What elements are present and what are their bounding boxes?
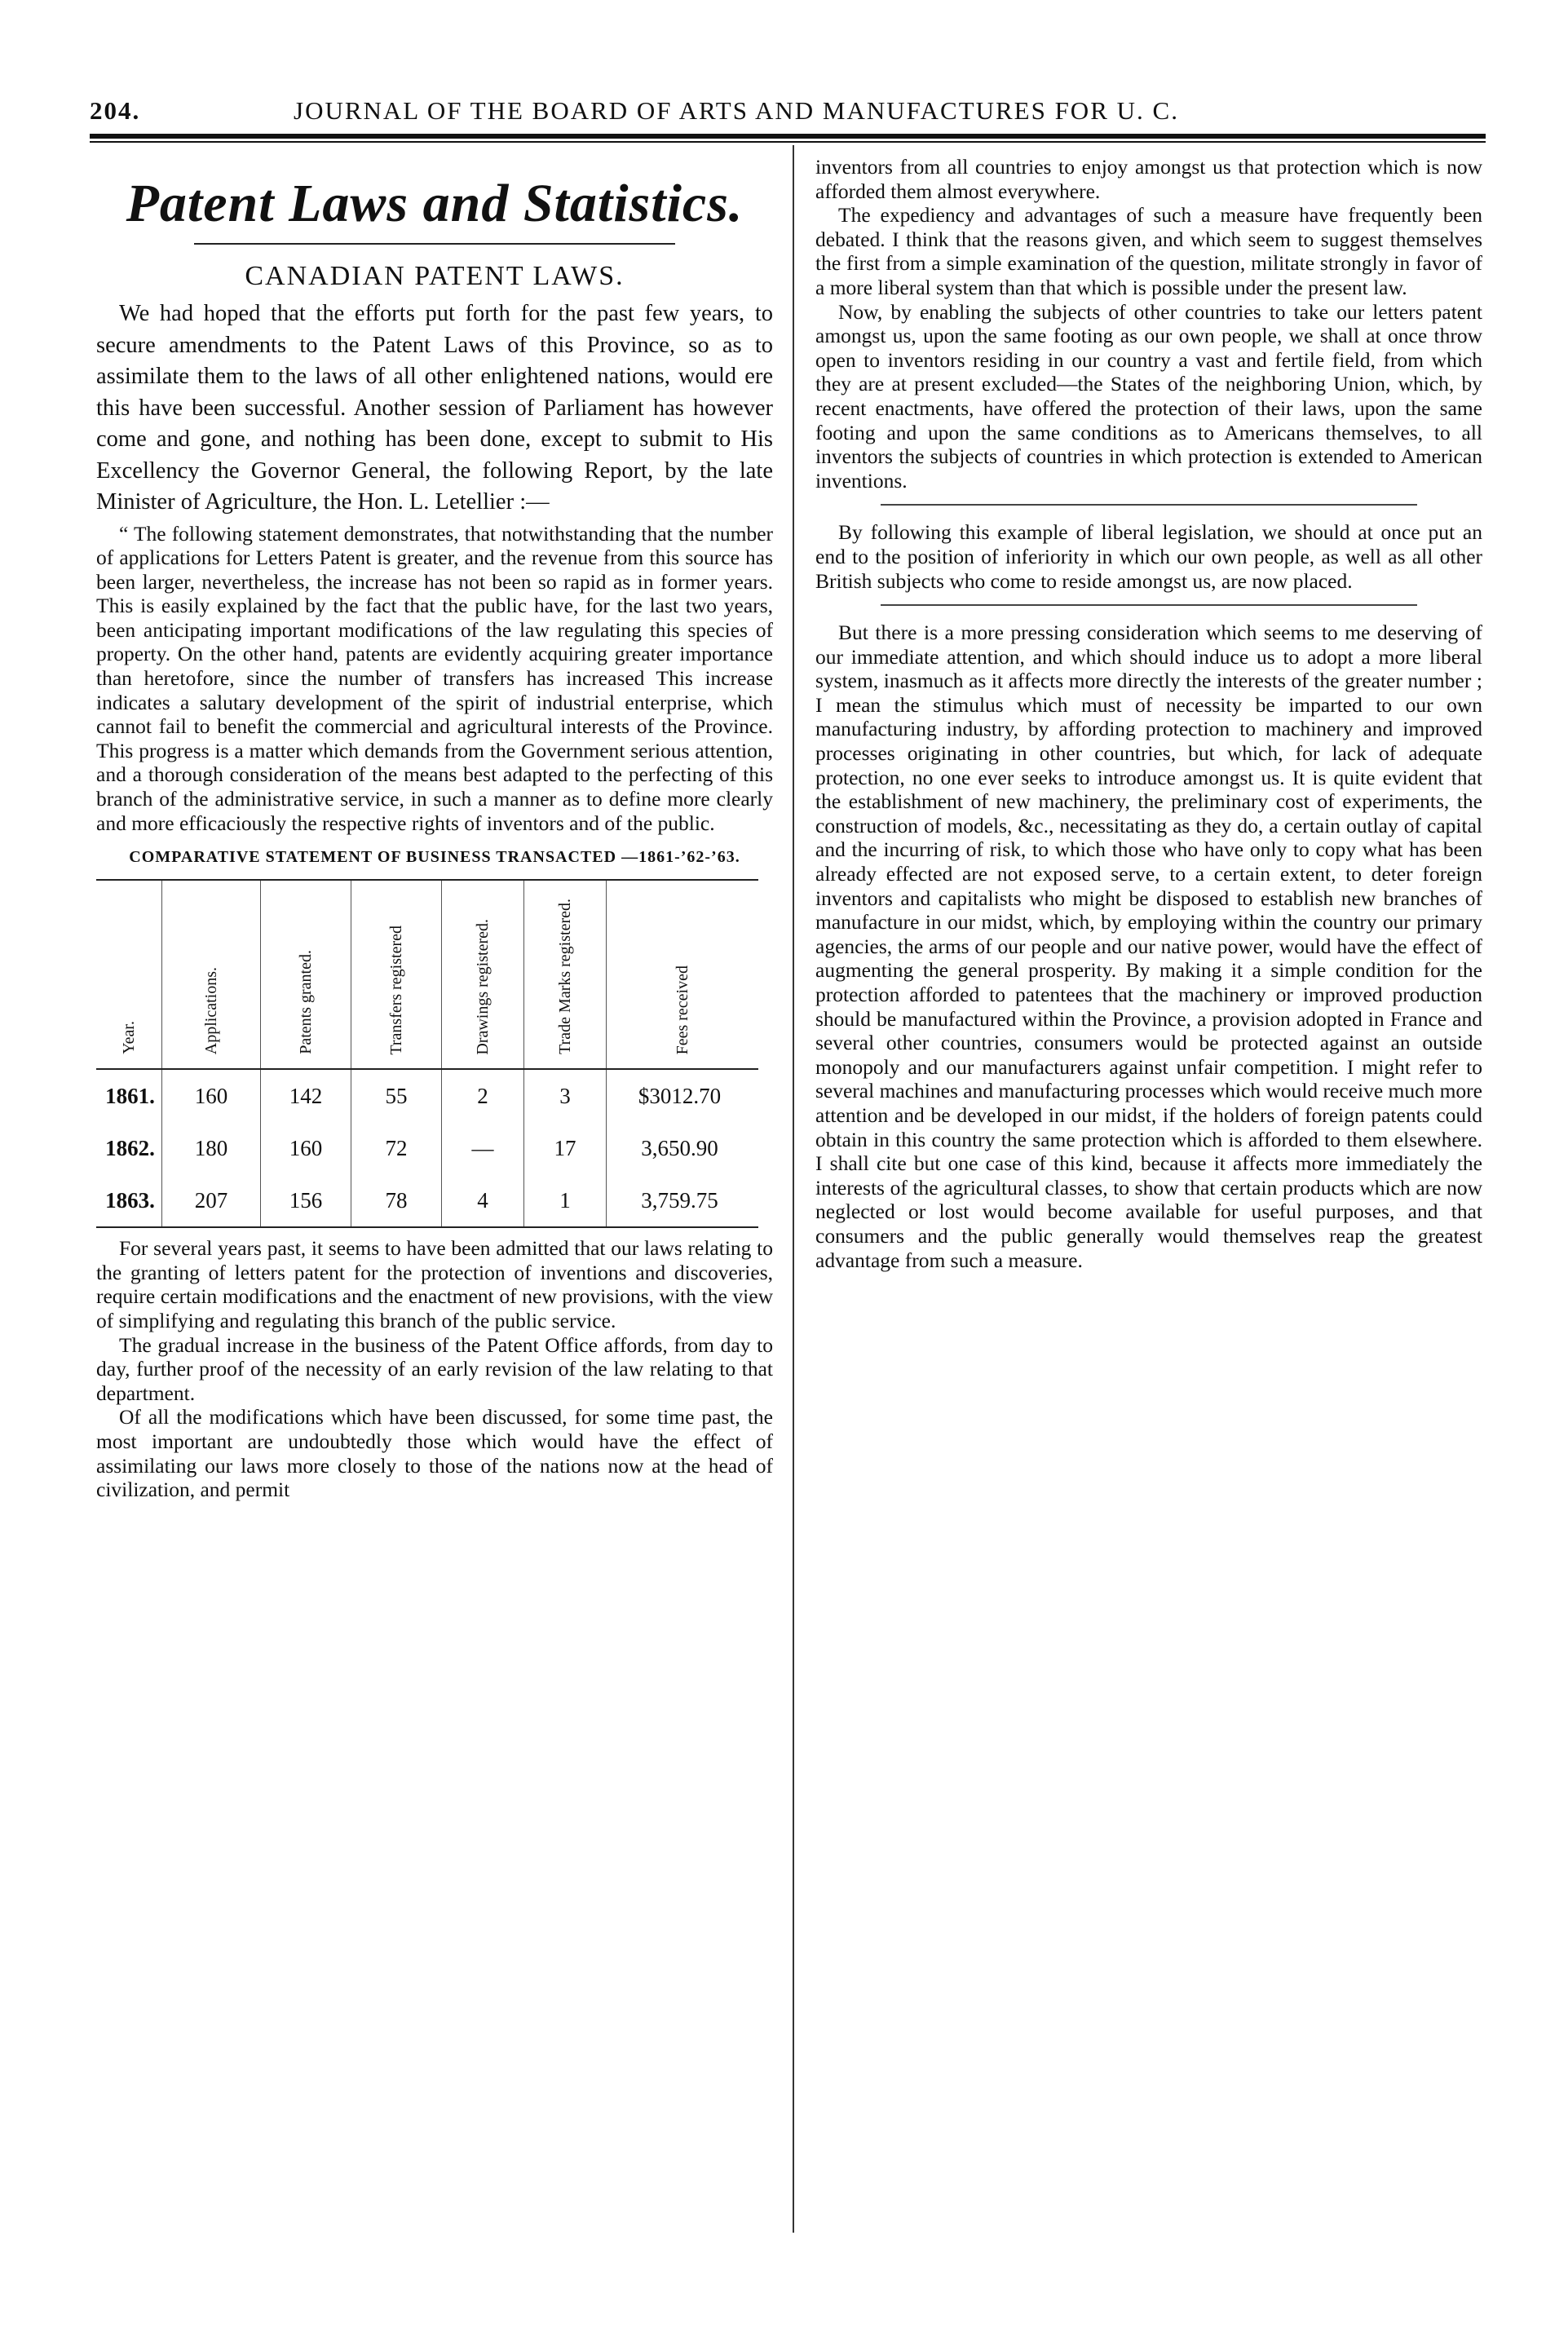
table-cell: 3,650.90 [641, 1135, 718, 1160]
paragraph: Of all the modifications which have been discussed, for some time past, the most important are undoubtedly those which would have the effect of assimilating our laws more closely to those of the nations now at the head of civilization, and permit [96, 1405, 773, 1502]
table-cell: 3,759.75 [607, 1174, 759, 1227]
column-header: Applications. [162, 880, 261, 1069]
journal-title: JOURNAL OF THE BOARD OF ARTS AND MANUFACTURES FOR U. C. [294, 96, 1179, 125]
left-column [96, 155, 773, 1502]
table-cell: 3 [524, 1069, 607, 1122]
page-header [90, 91, 1492, 129]
post-table-block [96, 1236, 773, 1502]
table-cell: 160 [162, 1069, 261, 1122]
column-divider [793, 145, 794, 2233]
table-row [96, 1174, 758, 1227]
paragraph: The gradual increase in the business of the Patent Office affords, from day to day, further proof of the necessity of an early revision of the law relating to that department. [96, 1332, 773, 1405]
column-header: Trade Marks registered. [524, 880, 607, 1069]
table-cell: 1 [524, 1174, 607, 1227]
article-title: CANADIAN PATENT LAWS. [245, 261, 625, 291]
right-column [815, 155, 1482, 1272]
table-cell: 207 [162, 1174, 261, 1227]
paragraph: The expediency and advantages of such a measure have frequently been debated. I think that the reasons given, and which seem to suggest themselves the first from a simple examination of the question, militate strongly in favor of a more liberal system than that which is possible under the present law. [815, 203, 1482, 299]
table-cell: 160 [261, 1122, 351, 1174]
paragraph: By following this example of liberal legislation, we should at once put an end to the position of inferiority in which our own people, as well as all other British subjects who come to reside amongst us, are now placed. [815, 520, 1482, 593]
table-cell: 2 [442, 1069, 524, 1122]
table-cell: 1861. [96, 1069, 162, 1122]
column-header: Transfers registered [351, 880, 442, 1069]
column-header: Year. [96, 880, 162, 1069]
table-cell: 1862. [96, 1122, 162, 1174]
table-cell: 78 [351, 1174, 442, 1227]
table-cell: 156 [261, 1174, 351, 1227]
table-cell: 4 [442, 1174, 524, 1227]
intro-block [96, 298, 773, 519]
table-cell: 17 [524, 1122, 607, 1174]
paragraph: But there is a more pressing consideration which seems to me deserving of our immediate attention, and which should induce us to adopt a more liberal system, inasmuch as it affects more directly the interests of the greater number ; I mean the stimulus which must of necessity be imparted to our own manufacturing industry, by affording protection to machinery and improved processes originating in other countries, but which, for lack of adequate protection, no one ever seeks to introduce amongst us. It is quite evident that the establishment of new machinery, the preliminary cost of experiments, the construction of models, &c., necessitating as they do, a certain outlay of capital and the incurring of risk, to which those who have only to copy what has been already effected are not exposed serve, to a certain extent, to deter foreign inventors and capitalists who might be disposed to establish new branches of manufacture in our midst, which, by employing within the country our primary agencies, the arms of our people and our native power, would have the effect of augmenting the general prosperity. By making it a simple condition for the protection afforded to patentees that the machinery or improved production should be manufactured within the Province, a provision adopted in France and several other countries, consumers would be protected against an outside monopoly and our manufacturers against unfair competition. I might refer to several machines and manufacturing processes which would receive much more attention and be developed in our midst, if the holders of foreign patents could obtain in this country the same protection which is afforded to them elsewhere. I shall cite but one case of this kind, because it affects more immediately the interests of the agricultural classes, to show that certain products which are now neglected or lost would become available for useful purposes, and that consumers and the public generally would themselves reap the greatest advantage from such a measure. [815, 621, 1482, 1272]
report-block [96, 522, 773, 836]
column-header: Fees received [607, 880, 759, 1069]
table-cell: 55 [351, 1069, 442, 1122]
table-header-row [96, 880, 758, 1069]
table-row [96, 1069, 758, 1122]
section-heading: Patent Laws and Statistics. [126, 174, 744, 233]
table-cell: 72 [351, 1122, 442, 1174]
header-rule-thin [90, 141, 1486, 143]
heading-rule [194, 243, 675, 245]
page-number: 204. [90, 96, 141, 125]
paragraph: For several years past, it seems to have been admitted that our laws relating to the granting of letters patent for the protection of inventions and discoveries, require certain modifications and the enactment of new provisions, with the view of simplifying and regulating this branch of the public service. [96, 1236, 773, 1332]
report-paragraph: “ The following statement demonstrates, that notwithstanding that the number of applications for Letters Patent is greater, and the revenue from this source has been larger, nevertheless, the increase has not been so rapid as in former years. This is easily explained by the fact that the public have, for the last two years, been anticipating important modifications of the law regulating this species of property. On the other hand, patents are evidently acquiring greater importance than heretofore, since the number of transfers has increased This increase indicates a salutary development of the spirit of industrial enterprise, which cannot fail to benefit the commercial and agricultural interests of the Province. This progress is a matter which demands from the Government serious attention, and a thorough consideration of the means best adapted to the perfecting of this branch of the administrative service, in such a manner as to define more clearly and more efficaciously the respective rights of inventors and of the public. [96, 521, 773, 835]
paragraph-rule [881, 504, 1417, 506]
statement-title: COMPARATIVE STATEMENT OF BUSINESS TRANSACTED —1861-’62-’63. [129, 848, 740, 867]
intro-paragraph: We had hoped that the efforts put forth for the past few years, to secure amendments to the Patent Laws of this Province, so as to assimilate them to the laws of all other enlightened nations, would ere this have been successful. Another session of Parliament has however come and gone, and nothing has been done, except to submit to His Excellency the Governor General, the following Report, by the late Minister of Agriculture, the Hon. L. Letellier :— [96, 301, 773, 515]
table-cell: 180 [162, 1122, 261, 1174]
paragraph: inventors from all countries to enjoy amongst us that protection which is now afforded them almost everywhere. [815, 155, 1482, 203]
table-cell: 142 [261, 1069, 351, 1122]
paragraph: Now, by enabling the subjects of other countries to take our letters patent amongst us, upon the same footing as our own people, we shall at once throw open to inventors residing in our country a vast and fertile field, from which they are at present excluded—the States of the neighboring Union, which, by recent enactments, have offered the protection of their laws, upon the same footing and upon the same conditions as to Americans themselves, to all inventors the subjects of countries in which protection is extended to American inventions. [815, 299, 1482, 493]
table-cell: 1863. [96, 1174, 162, 1227]
table-cell: $3012.70 [638, 1083, 722, 1108]
business-statement-table [96, 879, 758, 1228]
column-header: Drawings registered. [442, 880, 524, 1069]
header-rule [90, 134, 1486, 139]
table-row [96, 1122, 758, 1174]
paragraph-rule [881, 604, 1417, 606]
table-cell: — [442, 1122, 524, 1174]
column-header: Patents granted. [261, 880, 351, 1069]
